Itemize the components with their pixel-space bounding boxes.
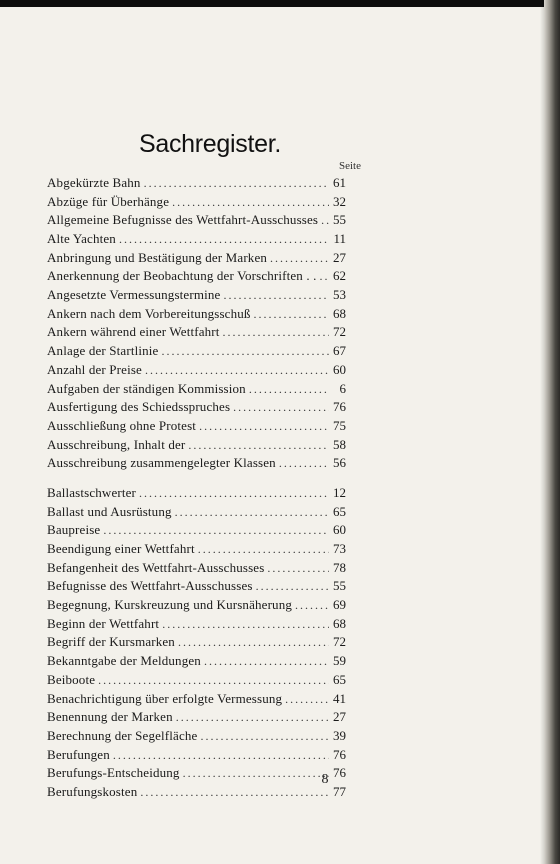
index-term: Berechnung der Segelfläche (47, 727, 198, 743)
index-term: Berufungskosten (47, 783, 138, 799)
index-term: Berufungen (47, 746, 110, 762)
index-entry (47, 746, 346, 765)
index-term: Angesetzte Vermessungstermine (47, 287, 221, 303)
page-number: 8 (321, 772, 329, 787)
index-entry (47, 671, 346, 690)
index-entry (47, 380, 346, 399)
index-entry (47, 249, 346, 268)
index-term: Beendigung einer Wettfahrt (47, 541, 195, 557)
index-page-number: 39 (333, 727, 346, 743)
index-page-number: 60 (333, 522, 346, 538)
index-term: Allgemeine Befugnisse des Wettfahrt-Ausschusses (47, 212, 319, 228)
index-term: Ausschreibung zusammengelegter Klassen (47, 455, 276, 471)
dot-leader (144, 174, 329, 193)
dot-leader (162, 615, 329, 634)
dot-leader (175, 503, 329, 522)
dot-leader (199, 417, 329, 436)
dot-leader (103, 521, 329, 540)
index-entry (47, 398, 346, 417)
dot-leader (270, 249, 329, 268)
page-title: Sachregister. (138, 130, 281, 158)
index-term: Befangenheit des Wettfahrt-Ausschusses (47, 559, 265, 575)
scan-top-border (0, 0, 560, 7)
index-page-number: 55 (333, 212, 346, 228)
index-term: Anzahl der Preise (47, 361, 142, 377)
dot-leader (279, 454, 329, 473)
index-entry (47, 193, 346, 212)
index-entry (47, 436, 346, 455)
dot-leader (198, 540, 329, 559)
index-page-number: 68 (333, 305, 346, 321)
index-term: Aufgaben der ständigen Kommission (47, 380, 246, 396)
index-entry (47, 286, 346, 305)
index-page-number: 58 (333, 436, 346, 452)
index-page-number: 62 (333, 268, 346, 284)
index-entry (47, 361, 346, 380)
index-page-number: 75 (333, 417, 346, 433)
index-page-number: 56 (333, 455, 346, 471)
index-term: Beginn der Wettfahrt (47, 615, 160, 631)
dot-leader (145, 361, 329, 380)
index-page-number: 65 (333, 503, 346, 519)
column-header-seite: Seite (339, 160, 361, 172)
index-term: Baupreise (47, 522, 101, 538)
index-page-number: 69 (333, 597, 346, 613)
dot-leader (188, 436, 329, 455)
index-page-number: 41 (333, 690, 346, 706)
index-entry (47, 634, 346, 653)
index-term: Ausschließung ohne Protest (47, 417, 197, 433)
index-entry (47, 342, 346, 361)
index-entry (47, 454, 346, 473)
index-page-number: 77 (333, 783, 346, 799)
index-entry (47, 727, 346, 746)
index-page-number: 72 (333, 634, 346, 650)
index-page-number: 76 (333, 399, 346, 415)
index-term: Begriff der Kursmarken (47, 634, 175, 650)
index-entry (47, 559, 346, 578)
dot-leader (285, 690, 329, 709)
index-page-number: 11 (333, 231, 346, 247)
index-page-number: 60 (333, 361, 346, 377)
index-entry (47, 174, 346, 193)
index-page-number: 76 (333, 746, 346, 762)
dot-leader (295, 596, 329, 615)
index-term: Begegnung, Kurskreuzung und Kursnäherung (47, 597, 293, 613)
index-page-number: 65 (333, 671, 346, 687)
index-page-number: 32 (333, 193, 346, 209)
index-entry (47, 324, 346, 343)
index-term: Anlage der Startlinie (47, 343, 159, 359)
book-edge (544, 0, 560, 864)
index-term: Ballast und Ausrüstung (47, 503, 172, 519)
dot-leader (161, 342, 329, 361)
index-page-number: 12 (333, 484, 346, 500)
dot-leader (320, 267, 329, 286)
dot-leader (233, 398, 329, 417)
group-separator (47, 473, 346, 484)
index-term: Ankern während einer Wettfahrt (47, 324, 220, 340)
index-entry (47, 577, 346, 596)
dot-leader (119, 230, 329, 249)
index-term: Berufungs-Entscheidung (47, 765, 180, 781)
dot-leader (172, 193, 329, 212)
index-entry (47, 417, 346, 436)
index-page-number: 59 (333, 653, 346, 669)
index-term: Ballastschwerter (47, 484, 137, 500)
index-page-number: 53 (333, 287, 346, 303)
index-entry (47, 615, 346, 634)
index-term: Benachrichtigung über erfolgte Vermessung (47, 690, 283, 706)
index-term: Bekanntgabe der Meldungen (47, 653, 201, 669)
index-term: Ausfertigung des Schiedsspruches (47, 399, 231, 415)
index-page-number: 6 (339, 380, 346, 396)
index-entry (47, 540, 346, 559)
index-term: Alte Yachten (47, 231, 116, 247)
dot-leader (249, 380, 329, 399)
dot-leader (176, 708, 329, 727)
index-entry (47, 484, 346, 503)
dot-leader (200, 727, 329, 746)
index-page-number: 73 (333, 541, 346, 557)
index-term: Benennung der Marken (47, 709, 173, 725)
index-entry (47, 652, 346, 671)
dot-leader (267, 559, 329, 578)
index-entry (47, 690, 346, 709)
index-term: Abzüge für Überhänge (47, 193, 170, 209)
dot-leader (223, 323, 329, 342)
dot-leader (204, 652, 329, 671)
dot-leader (178, 633, 329, 652)
index-term: Abgekürzte Bahn (47, 174, 141, 190)
index-term: Befugnisse des Wettfahrt-Ausschusses (47, 578, 253, 594)
index-entry (47, 211, 346, 230)
subject-index (47, 174, 346, 802)
dot-leader (98, 671, 329, 690)
dot-leader (256, 577, 329, 596)
index-page-number: 76 (333, 765, 346, 781)
index-entry (47, 267, 346, 286)
index-term: Anerkennung der Beobachtung der Vorschriften . . (47, 268, 317, 284)
index-page-number: 78 (333, 559, 346, 575)
index-entry (47, 596, 346, 615)
index-page-number: 27 (333, 709, 346, 725)
index-page-number: 67 (333, 343, 346, 359)
dot-leader (139, 484, 329, 503)
index-entry (47, 305, 346, 324)
dot-leader (223, 286, 329, 305)
index-term: Ankern nach dem Vorbereitungsschuß (47, 305, 251, 321)
index-term: Ausschreibung, Inhalt der (47, 436, 186, 452)
index-page-number: 68 (333, 615, 346, 631)
index-term: Anbringung und Bestätigung der Marken (47, 249, 268, 265)
index-term: Beiboote (47, 671, 96, 687)
index-entry (47, 521, 346, 540)
dot-leader (254, 305, 329, 324)
dot-leader (321, 211, 329, 230)
index-page-number: 72 (333, 324, 346, 340)
index-entry (47, 230, 346, 249)
index-page-number: 61 (333, 174, 346, 190)
index-entry (47, 503, 346, 522)
index-page-number: 27 (333, 249, 346, 265)
index-page-number: 55 (333, 578, 346, 594)
dot-leader (113, 746, 329, 765)
index-entry (47, 708, 346, 727)
